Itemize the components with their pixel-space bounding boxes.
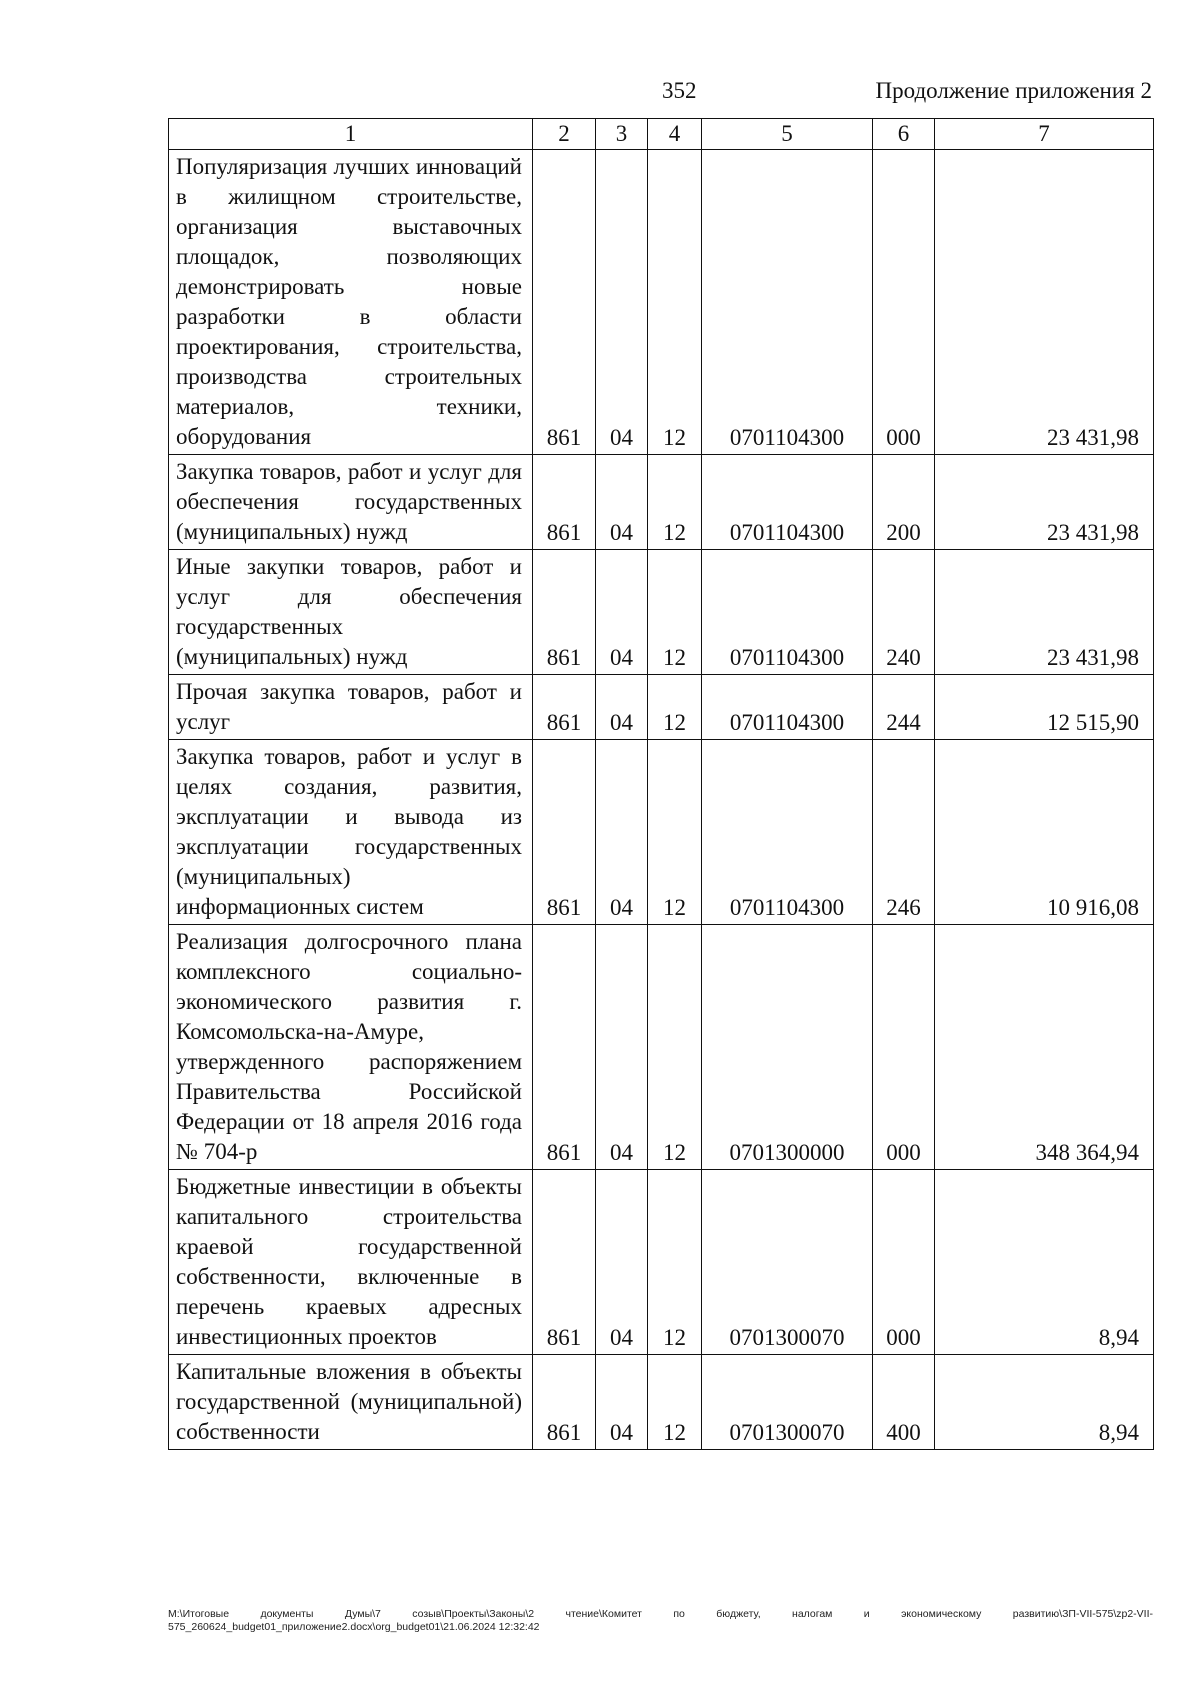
target-article-code: 0701300000 — [702, 925, 873, 1170]
expense-type-code: 000 — [873, 150, 935, 455]
continuation-label: Продолжение приложения 2 — [875, 78, 1152, 103]
subsection-code: 12 — [648, 740, 702, 925]
expense-type-code: 240 — [873, 550, 935, 675]
budget-table — [168, 118, 1154, 1450]
expense-name: Реализация долгосрочного плана комплексного социально-экономического развития г. Комсомольска-на-Амуре, утвержденного распоряжением Правительства Российской Федерации от 18 апреля 2016 года № 704-р — [169, 925, 533, 1170]
amount: 8,94 — [935, 1355, 1154, 1450]
column-header-4: 4 — [648, 119, 702, 150]
ministry-code: 861 — [533, 150, 596, 455]
ministry-code: 861 — [533, 550, 596, 675]
column-header-2: 2 — [533, 119, 596, 150]
document-path-footer: M:\Итоговые документы Думы\7 созыв\Проекты\Законы\2 чтение\Комитет по бюджету, налогам и экономическому развитию\ЗП-VII-575\zp2-VII-575_260624_budget01_приложение2.docx\org_budget01\21.06.2024 12:32:42 — [168, 1608, 1153, 1633]
table-row — [169, 550, 1154, 675]
expense-type-code: 246 — [873, 740, 935, 925]
expense-type-code: 400 — [873, 1355, 935, 1450]
amount: 23 431,98 — [935, 550, 1154, 675]
expense-type-code: 000 — [873, 1170, 935, 1355]
subsection-code: 12 — [648, 1355, 702, 1450]
table-row — [169, 675, 1154, 740]
subsection-code: 12 — [648, 925, 702, 1170]
column-header-3: 3 — [596, 119, 648, 150]
subsection-code: 12 — [648, 150, 702, 455]
page-number: 352 — [662, 78, 697, 103]
expense-name: Бюджетные инвестиции в объекты капитального строительства краевой государственной собственности, включенные в перечень краевых адресных инвестиционных проектов — [169, 1170, 533, 1355]
ministry-code: 861 — [533, 740, 596, 925]
section-code: 04 — [596, 1355, 648, 1450]
amount: 12 515,90 — [935, 675, 1154, 740]
section-code: 04 — [596, 675, 648, 740]
amount: 23 431,98 — [935, 150, 1154, 455]
amount: 348 364,94 — [935, 925, 1154, 1170]
ministry-code: 861 — [533, 675, 596, 740]
expense-name: Закупка товаров, работ и услуг для обеспечения государственных (муниципальных) нужд — [169, 455, 533, 550]
target-article-code: 0701104300 — [702, 675, 873, 740]
target-article-code: 0701300070 — [702, 1355, 873, 1450]
expense-type-code: 000 — [873, 925, 935, 1170]
column-header-7: 7 — [935, 119, 1154, 150]
table-row — [169, 925, 1154, 1170]
ministry-code: 861 — [533, 455, 596, 550]
section-code: 04 — [596, 150, 648, 455]
amount: 23 431,98 — [935, 455, 1154, 550]
expense-name: Иные закупки товаров, работ и услуг для обеспечения государственных (муниципальных) нужд — [169, 550, 533, 675]
table-row — [169, 455, 1154, 550]
subsection-code: 12 — [648, 1170, 702, 1355]
section-code: 04 — [596, 740, 648, 925]
column-header-5: 5 — [702, 119, 873, 150]
expense-type-code: 200 — [873, 455, 935, 550]
target-article-code: 0701104300 — [702, 550, 873, 675]
header-row — [169, 119, 1154, 150]
subsection-code: 12 — [648, 455, 702, 550]
target-article-code: 0701104300 — [702, 455, 873, 550]
ministry-code: 861 — [533, 1170, 596, 1355]
section-code: 04 — [596, 550, 648, 675]
subsection-code: 12 — [648, 550, 702, 675]
expense-name: Популяризация лучших инноваций в жилищном строительстве, организация выставочных площадок, позволяющих демонстрировать новые разработки в области проектирования, строительства, производства строительных материалов, техники, оборудования — [169, 150, 533, 455]
ministry-code: 861 — [533, 1355, 596, 1450]
section-code: 04 — [596, 455, 648, 550]
target-article-code: 0701104300 — [702, 740, 873, 925]
column-header-6: 6 — [873, 119, 935, 150]
subsection-code: 12 — [648, 675, 702, 740]
section-code: 04 — [596, 1170, 648, 1355]
table-row — [169, 150, 1154, 455]
section-code: 04 — [596, 925, 648, 1170]
ministry-code: 861 — [533, 925, 596, 1170]
table-row — [169, 740, 1154, 925]
expense-type-code: 244 — [873, 675, 935, 740]
target-article-code: 0701104300 — [702, 150, 873, 455]
expense-name: Закупка товаров, работ и услуг в целях создания, развития, эксплуатации и вывода из эксплуатации государственных (муниципальных) информационных систем — [169, 740, 533, 925]
amount: 8,94 — [935, 1170, 1154, 1355]
target-article-code: 0701300070 — [702, 1170, 873, 1355]
expense-name: Прочая закупка товаров, работ и услуг — [169, 675, 533, 740]
expense-name: Капитальные вложения в объекты государственной (муниципальной) собственности — [169, 1355, 533, 1450]
table-row — [169, 1355, 1154, 1450]
table-row — [169, 1170, 1154, 1355]
column-header-1: 1 — [169, 119, 533, 150]
amount: 10 916,08 — [935, 740, 1154, 925]
